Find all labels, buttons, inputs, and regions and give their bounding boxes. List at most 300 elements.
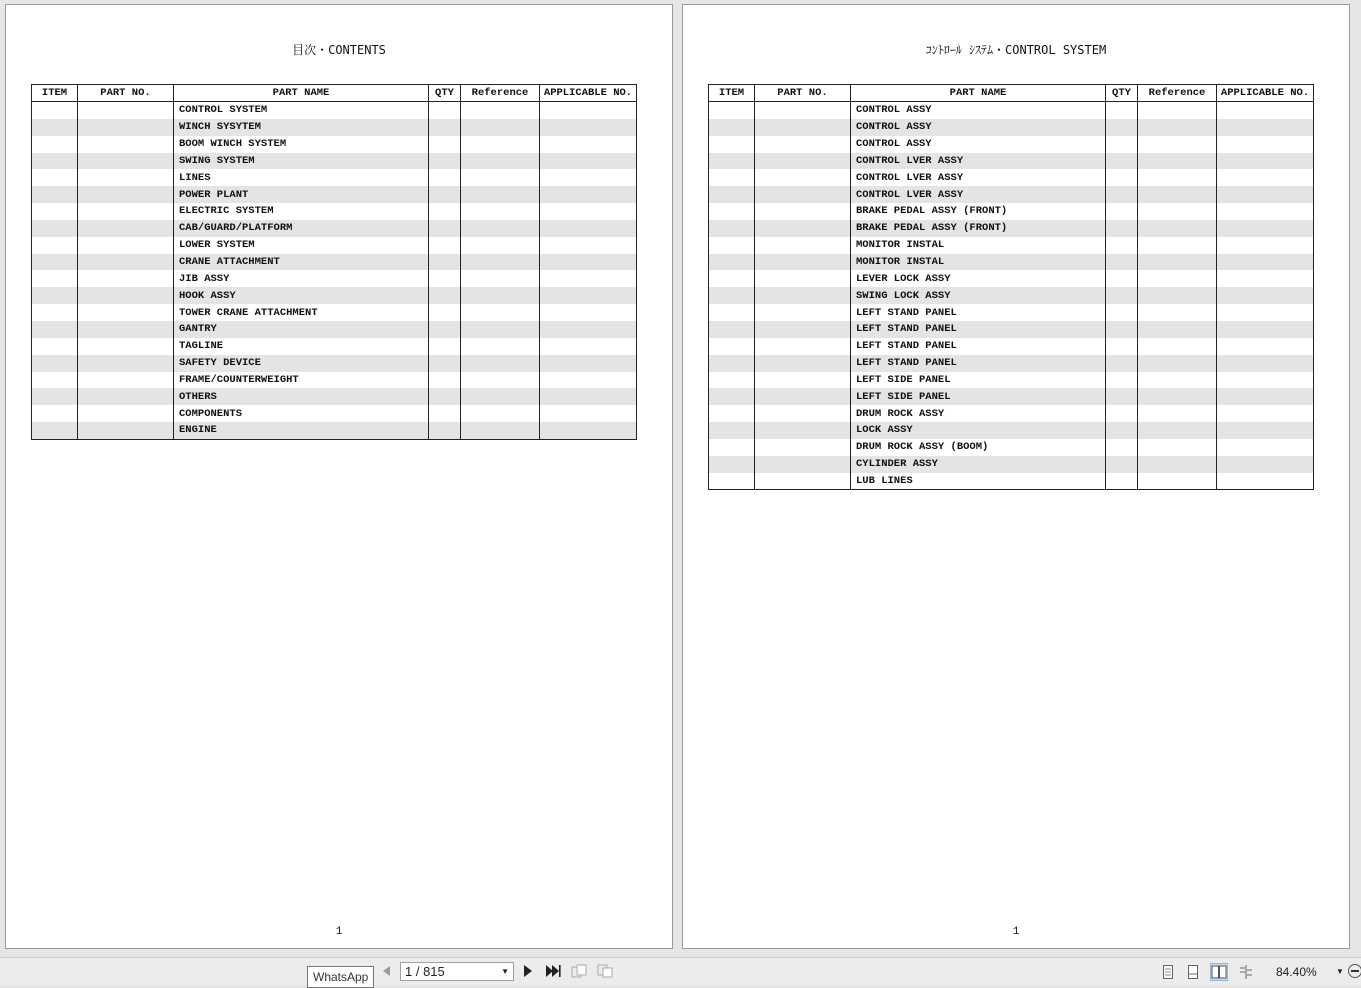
table-row (32, 287, 637, 304)
item-cell (32, 220, 78, 237)
qty-cell (429, 203, 461, 220)
chevron-down-icon: ▼ (501, 967, 509, 976)
part-no-cell (78, 321, 174, 338)
page-number-select[interactable] (400, 962, 514, 981)
part-name-cell: CONTROL LVER ASSY (851, 169, 1106, 186)
part-name-cell: CONTROL SYSTEM (174, 102, 429, 119)
applicable-no-cell (1217, 136, 1314, 153)
part-no-cell (78, 102, 174, 119)
part-no-cell (755, 355, 851, 372)
part-name-cell: SWING SYSTEM (174, 153, 429, 170)
applicable-no-cell (1217, 270, 1314, 287)
next-page-icon[interactable] (521, 963, 535, 979)
page-title: ｺﾝﾄﾛｰﾙ ｼｽﾃﾑ・CONTROL SYSTEM (925, 43, 1107, 57)
part-name-cell: LOWER SYSTEM (174, 237, 429, 254)
reference-cell (1138, 338, 1217, 355)
qty-cell (429, 287, 461, 304)
part-no-cell (755, 102, 851, 119)
part-name-cell: SWING LOCK ASSY (851, 287, 1106, 304)
applicable-no-cell (540, 186, 637, 203)
item-cell (32, 153, 78, 170)
reference-cell (461, 153, 540, 170)
part-name-cell: CONTROL ASSY (851, 119, 1106, 136)
item-cell (709, 304, 755, 321)
qty-cell (1106, 439, 1138, 456)
part-no-cell (755, 220, 851, 237)
item-cell (32, 102, 78, 119)
table-row (32, 388, 637, 405)
reference-cell (1138, 439, 1217, 456)
part-name-cell: LUB LINES (851, 473, 1106, 490)
qty-cell (1106, 388, 1138, 405)
applicable-no-cell (1217, 439, 1314, 456)
reference-cell (461, 254, 540, 271)
table-row (709, 338, 1314, 355)
col-header-applicable-no: APPLICABLE NO. (540, 85, 637, 102)
reference-cell (461, 186, 540, 203)
reference-cell (1138, 287, 1217, 304)
reference-cell (461, 136, 540, 153)
col-header-item: ITEM (709, 85, 755, 102)
table-row (709, 186, 1314, 203)
zoom-level[interactable]: 84.40% (1276, 965, 1317, 979)
reference-cell (1138, 304, 1217, 321)
qty-cell (1106, 321, 1138, 338)
item-cell (709, 355, 755, 372)
col-header-item: ITEM (32, 85, 78, 102)
part-name-cell: DRUM ROCK ASSY (851, 405, 1106, 422)
table-row (709, 456, 1314, 473)
col-header-part-name: PART NAME (174, 85, 429, 102)
part-no-cell (78, 153, 174, 170)
table-row (32, 203, 637, 220)
page-number: 1 (1012, 926, 1020, 938)
qty-cell (1106, 119, 1138, 136)
applicable-no-cell (540, 136, 637, 153)
reference-cell (461, 237, 540, 254)
part-no-cell (78, 254, 174, 271)
reference-cell (1138, 186, 1217, 203)
col-header-reference: Reference (461, 85, 540, 102)
item-cell (32, 405, 78, 422)
part-no-cell (78, 287, 174, 304)
part-no-cell (755, 270, 851, 287)
col-header-part-name: PART NAME (851, 85, 1106, 102)
reference-cell (461, 304, 540, 321)
part-name-cell: COMPONENTS (174, 405, 429, 422)
chevron-down-icon[interactable]: ▼ (1336, 967, 1344, 976)
table-row (709, 422, 1314, 439)
part-name-cell: LOCK ASSY (851, 422, 1106, 439)
item-cell (709, 136, 755, 153)
part-no-cell (78, 119, 174, 136)
part-no-cell (755, 439, 851, 456)
qty-cell (1106, 422, 1138, 439)
applicable-no-cell (540, 119, 637, 136)
part-name-cell: CONTROL LVER ASSY (851, 153, 1106, 170)
part-no-cell (755, 119, 851, 136)
reference-cell (1138, 254, 1217, 271)
applicable-no-cell (1217, 237, 1314, 254)
item-cell (709, 237, 755, 254)
item-cell (32, 422, 78, 439)
item-cell (709, 439, 755, 456)
applicable-no-cell (1217, 254, 1314, 271)
part-no-cell (78, 169, 174, 186)
table-row (32, 355, 637, 372)
part-name-cell: CAB/GUARD/PLATFORM (174, 220, 429, 237)
item-cell (709, 153, 755, 170)
part-no-cell (755, 237, 851, 254)
qty-cell (1106, 372, 1138, 389)
zoom-out-icon[interactable] (1348, 964, 1361, 978)
part-name-cell: CYLINDER ASSY (851, 456, 1106, 473)
part-no-cell (755, 169, 851, 186)
table-row (709, 203, 1314, 220)
part-no-cell (755, 304, 851, 321)
table-row (709, 102, 1314, 119)
part-no-cell (755, 473, 851, 490)
part-no-cell (78, 388, 174, 405)
table-row (32, 169, 637, 186)
qty-cell (429, 270, 461, 287)
item-cell (709, 287, 755, 304)
applicable-no-cell (540, 422, 637, 439)
part-no-cell (755, 405, 851, 422)
qty-cell (1106, 237, 1138, 254)
part-no-cell (755, 153, 851, 170)
part-no-cell (755, 456, 851, 473)
table-row (709, 473, 1314, 490)
part-name-cell: SAFETY DEVICE (174, 355, 429, 372)
item-cell (709, 321, 755, 338)
reference-cell (461, 372, 540, 389)
applicable-no-cell (540, 372, 637, 389)
part-no-cell (78, 203, 174, 220)
col-header-qty: QTY (1106, 85, 1138, 102)
part-no-cell (755, 372, 851, 389)
applicable-no-cell (540, 304, 637, 321)
part-no-cell (78, 220, 174, 237)
reference-cell (461, 338, 540, 355)
part-name-cell: CONTROL ASSY (851, 136, 1106, 153)
table-row (32, 405, 637, 422)
applicable-no-cell (1217, 102, 1314, 119)
part-no-cell (755, 136, 851, 153)
qty-cell (429, 254, 461, 271)
reference-cell (1138, 203, 1217, 220)
item-cell (709, 388, 755, 405)
reference-cell (1138, 372, 1217, 389)
part-no-cell (755, 321, 851, 338)
qty-cell (1106, 304, 1138, 321)
part-no-cell (78, 304, 174, 321)
reference-cell (1138, 237, 1217, 254)
parts-table (31, 84, 637, 440)
applicable-no-cell (540, 321, 637, 338)
reference-cell (461, 287, 540, 304)
applicable-no-cell (1217, 321, 1314, 338)
table-row (709, 136, 1314, 153)
part-name-cell: BOOM WINCH SYSTEM (174, 136, 429, 153)
table-row (32, 254, 637, 271)
item-cell (709, 338, 755, 355)
table-row (709, 304, 1314, 321)
item-cell (32, 203, 78, 220)
reference-cell (461, 405, 540, 422)
applicable-no-cell (540, 388, 637, 405)
part-name-cell: LEFT STAND PANEL (851, 355, 1106, 372)
applicable-no-cell (540, 203, 637, 220)
applicable-no-cell (540, 405, 637, 422)
item-cell (32, 169, 78, 186)
table-row (32, 136, 637, 153)
table-row (32, 270, 637, 287)
reference-cell (461, 270, 540, 287)
table-row (709, 270, 1314, 287)
reference-cell (461, 388, 540, 405)
part-name-cell: MONITOR INSTAL (851, 237, 1106, 254)
page-title: 目次・CONTENTS (292, 43, 386, 57)
qty-cell (429, 372, 461, 389)
document-page-left (5, 4, 673, 949)
item-cell (709, 473, 755, 490)
part-no-cell (78, 237, 174, 254)
table-row (32, 321, 637, 338)
table-row (32, 220, 637, 237)
page-indicator: 1 / 815 (405, 964, 445, 979)
qty-cell (429, 355, 461, 372)
item-cell (709, 186, 755, 203)
applicable-no-cell (1217, 220, 1314, 237)
item-cell (709, 422, 755, 439)
applicable-no-cell (1217, 405, 1314, 422)
item-cell (32, 287, 78, 304)
qty-cell (429, 422, 461, 439)
table-row (709, 169, 1314, 186)
qty-cell (429, 304, 461, 321)
table-row (32, 102, 637, 119)
qty-cell (1106, 355, 1138, 372)
col-header-part-no: PART NO. (755, 85, 851, 102)
part-no-cell (78, 405, 174, 422)
part-name-cell: LEFT STAND PANEL (851, 304, 1106, 321)
reference-cell (1138, 169, 1217, 186)
table-row (32, 304, 637, 321)
table-row (709, 372, 1314, 389)
col-header-applicable-no: APPLICABLE NO. (1217, 85, 1314, 102)
qty-cell (1106, 270, 1138, 287)
page-layout-alt-icon[interactable] (596, 963, 614, 979)
table-row (32, 119, 637, 136)
qty-cell (1106, 220, 1138, 237)
part-no-cell (755, 338, 851, 355)
reference-cell (1138, 355, 1217, 372)
part-name-cell: CRANE ATTACHMENT (174, 254, 429, 271)
table-row (709, 287, 1314, 304)
reference-cell (461, 355, 540, 372)
page-number: 1 (335, 926, 343, 938)
item-cell (709, 254, 755, 271)
applicable-no-cell (540, 338, 637, 355)
applicable-no-cell (1217, 169, 1314, 186)
part-name-cell: DRUM ROCK ASSY (BOOM) (851, 439, 1106, 456)
qty-cell (429, 405, 461, 422)
item-cell (709, 456, 755, 473)
table-row (32, 422, 637, 439)
col-header-qty: QTY (429, 85, 461, 102)
parts-table (708, 84, 1314, 490)
applicable-no-cell (1217, 388, 1314, 405)
table-row (709, 355, 1314, 372)
item-cell (709, 270, 755, 287)
item-cell (32, 254, 78, 271)
applicable-no-cell (1217, 153, 1314, 170)
part-no-cell (78, 355, 174, 372)
part-name-cell: HOOK ASSY (174, 287, 429, 304)
reference-cell (461, 169, 540, 186)
part-name-cell: POWER PLANT (174, 186, 429, 203)
qty-cell (429, 321, 461, 338)
applicable-no-cell (540, 102, 637, 119)
reference-cell (1138, 405, 1217, 422)
reference-cell (1138, 153, 1217, 170)
qty-cell (1106, 169, 1138, 186)
reference-cell (1138, 119, 1217, 136)
part-name-cell: OTHERS (174, 388, 429, 405)
reference-cell (1138, 136, 1217, 153)
applicable-no-cell (540, 237, 637, 254)
part-no-cell (78, 422, 174, 439)
reference-cell (1138, 473, 1217, 490)
table-row (709, 405, 1314, 422)
applicable-no-cell (1217, 372, 1314, 389)
item-cell (709, 102, 755, 119)
applicable-no-cell (1217, 119, 1314, 136)
applicable-no-cell (1217, 304, 1314, 321)
part-no-cell (78, 372, 174, 389)
qty-cell (1106, 102, 1138, 119)
item-cell (709, 372, 755, 389)
last-page-icon[interactable] (544, 963, 562, 979)
two-page-view-icon[interactable] (1210, 963, 1228, 981)
reference-cell (461, 220, 540, 237)
table-row (709, 321, 1314, 338)
item-cell (709, 119, 755, 136)
applicable-no-cell (1217, 355, 1314, 372)
item-cell (32, 304, 78, 321)
qty-cell (1106, 338, 1138, 355)
table-row (709, 388, 1314, 405)
qty-cell (429, 119, 461, 136)
table-row (32, 338, 637, 355)
item-cell (709, 169, 755, 186)
table-row (32, 372, 637, 389)
part-name-cell: LEVER LOCK ASSY (851, 270, 1106, 287)
applicable-no-cell (1217, 287, 1314, 304)
part-no-cell (78, 136, 174, 153)
qty-cell (1106, 473, 1138, 490)
two-page-continuous-view-icon[interactable] (1237, 963, 1255, 981)
applicable-no-cell (540, 287, 637, 304)
viewer-toolbar (0, 957, 1361, 985)
applicable-no-cell (1217, 203, 1314, 220)
item-cell (32, 338, 78, 355)
part-name-cell: GANTRY (174, 321, 429, 338)
table-row (709, 439, 1314, 456)
part-name-cell: LEFT SIDE PANEL (851, 372, 1106, 389)
qty-cell (1106, 203, 1138, 220)
item-cell (32, 388, 78, 405)
part-name-cell: JIB ASSY (174, 270, 429, 287)
table-row (32, 186, 637, 203)
applicable-no-cell (1217, 422, 1314, 439)
reference-cell (1138, 321, 1217, 338)
item-cell (32, 186, 78, 203)
part-name-cell: FRAME/COUNTERWEIGHT (174, 372, 429, 389)
reference-cell (461, 119, 540, 136)
applicable-no-cell (540, 169, 637, 186)
qty-cell (429, 153, 461, 170)
part-name-cell: LEFT STAND PANEL (851, 321, 1106, 338)
item-cell (709, 203, 755, 220)
single-page-view-icon[interactable] (1159, 963, 1177, 981)
table-header-row (709, 85, 1314, 102)
qty-cell (429, 169, 461, 186)
qty-cell (1106, 136, 1138, 153)
applicable-no-cell (540, 220, 637, 237)
part-name-cell: LEFT SIDE PANEL (851, 388, 1106, 405)
item-cell (709, 405, 755, 422)
part-no-cell (78, 338, 174, 355)
item-cell (32, 119, 78, 136)
col-header-reference: Reference (1138, 85, 1217, 102)
reference-cell (461, 102, 540, 119)
applicable-no-cell (1217, 186, 1314, 203)
item-cell (32, 321, 78, 338)
applicable-no-cell (540, 254, 637, 271)
prev-page-icon[interactable] (379, 963, 393, 979)
qty-cell (429, 338, 461, 355)
continuous-view-icon[interactable] (1184, 963, 1202, 981)
table-row (32, 237, 637, 254)
part-no-cell (755, 422, 851, 439)
part-name-cell: BRAKE PEDAL ASSY (FRONT) (851, 203, 1106, 220)
part-no-cell (755, 203, 851, 220)
first-page-alt-icon[interactable] (570, 963, 588, 979)
qty-cell (1106, 254, 1138, 271)
qty-cell (1106, 287, 1138, 304)
taskbar-tooltip: WhatsApp (307, 966, 374, 988)
part-name-cell: WINCH SYSYTEM (174, 119, 429, 136)
part-no-cell (755, 287, 851, 304)
applicable-no-cell (540, 153, 637, 170)
part-no-cell (755, 388, 851, 405)
reference-cell (1138, 270, 1217, 287)
part-no-cell (78, 270, 174, 287)
reference-cell (1138, 422, 1217, 439)
qty-cell (429, 237, 461, 254)
part-name-cell: LEFT STAND PANEL (851, 338, 1106, 355)
reference-cell (1138, 102, 1217, 119)
part-name-cell: CONTROL ASSY (851, 102, 1106, 119)
applicable-no-cell (1217, 338, 1314, 355)
item-cell (32, 372, 78, 389)
applicable-no-cell (1217, 473, 1314, 490)
item-cell (32, 270, 78, 287)
part-name-cell: CONTROL LVER ASSY (851, 186, 1106, 203)
part-name-cell: LINES (174, 169, 429, 186)
